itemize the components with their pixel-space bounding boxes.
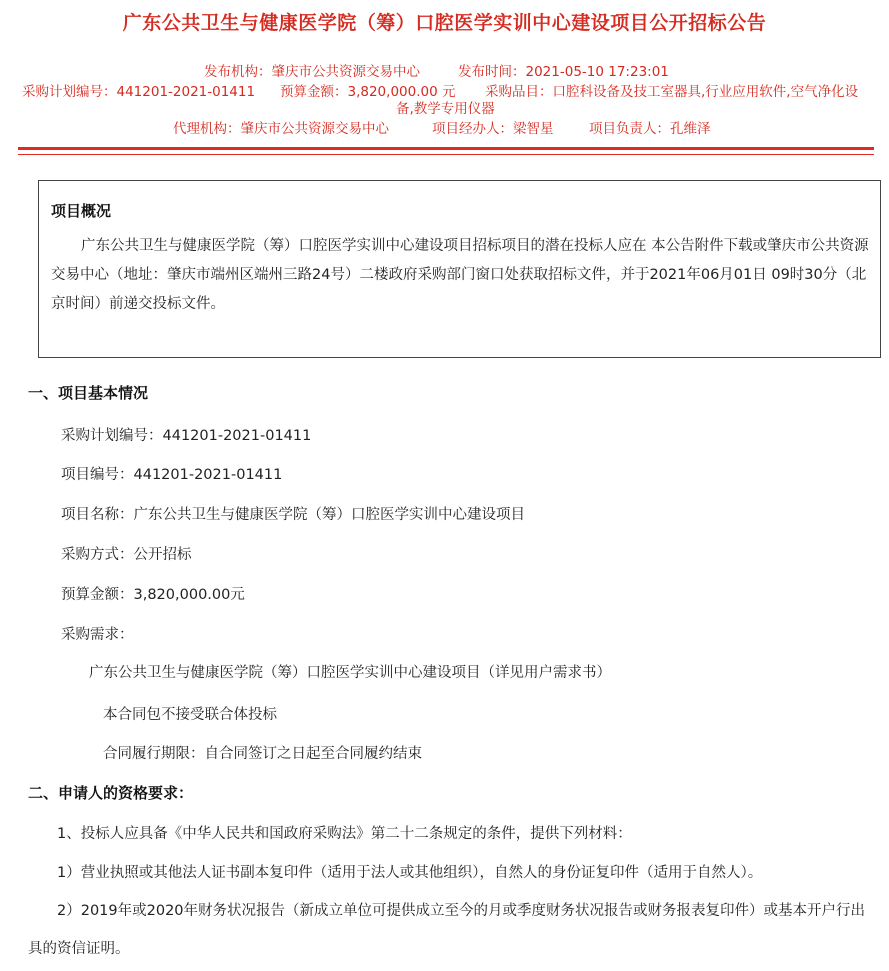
owner-value: 孔维泽	[670, 121, 711, 137]
section2-heading: 二、申请人的资格要求：	[28, 784, 194, 802]
qualification-item-1: 1、投标人应具备《中华人民共和国政府采购法》第二十二条规定的条件，提供下列材料：	[57, 826, 632, 842]
publisher-value: 肇庆市公共资源交易中心	[271, 64, 420, 80]
publisher-info	[204, 60, 420, 80]
publish-time-info	[458, 60, 669, 80]
plan-no-line: 采购计划编号：441201-2021-01411	[61, 428, 312, 444]
qualification-item-1-1: 1）营业执照或其他法人证书副本复印件（适用于法人或其他组织），自然人的身份证复印件（适用于自然人）。	[57, 865, 763, 881]
publish-time-value: 2021-05-10 17:23:01	[525, 64, 669, 80]
contract-term-line: 合同履行期限：自合同签订之日起至合同履约结束	[103, 746, 422, 762]
overview-heading: 项目概况	[51, 202, 112, 220]
items-label: 采购品目：	[485, 84, 553, 100]
publisher-label: 发布机构：	[204, 64, 272, 80]
manager-value: 梁智星	[513, 121, 554, 137]
project-no-line: 项目编号：441201-2021-01411	[61, 467, 283, 483]
agency-label: 代理机构：	[173, 121, 241, 137]
budget-value: 3,820,000.00 元	[347, 84, 456, 100]
items-value-line1: 口腔科设备及技工室器具,行业应用软件,空气净化设	[552, 84, 859, 100]
owner-label: 项目负责人：	[589, 121, 670, 137]
budget-line: 预算金额：3,820,000.00元	[61, 587, 245, 603]
publish-time-label: 发布时间：	[458, 64, 526, 80]
manager-label: 项目经办人：	[432, 121, 513, 137]
plan-no-info	[22, 80, 255, 100]
header-divider-thick	[18, 147, 874, 150]
project-name-line: 项目名称：广东公共卫生与健康医学院（筹）口腔医学实训中心建设项目	[61, 507, 525, 523]
demand-label: 采购需求：	[61, 627, 134, 643]
budget-label: 预算金额：	[280, 84, 348, 100]
demand-item: 广东公共卫生与健康医学院（筹）口腔医学实训中心建设项目（详见用户需求书）	[89, 665, 611, 681]
manager-info	[432, 117, 554, 137]
owner-info	[589, 117, 711, 137]
plan-no-label: 采购计划编号：	[22, 84, 117, 100]
items-info	[485, 80, 858, 100]
method-line: 采购方式：公开招标	[61, 547, 192, 563]
agency-info	[173, 117, 389, 137]
items-value-line2: 备,教学专用仪器	[396, 101, 495, 117]
plan-no-value: 441201-2021-01411	[116, 84, 256, 100]
agency-value: 肇庆市公共资源交易中心	[240, 121, 389, 137]
page-title: 广东公共卫生与健康医学院（筹）口腔医学实训中心建设项目公开招标公告	[122, 12, 767, 34]
no-consortium-line: 本合同包不接受联合体投标	[103, 707, 277, 723]
qualification-item-1-2: 2）2019年或2020年财务状况报告（新成立单位可提供成立至今的月或季度财务状况报告或财务报表复印件）或基本开户行出具的资信证明。	[28, 903, 866, 957]
section1-heading: 一、项目基本情况	[28, 384, 149, 402]
header-divider-thin	[18, 154, 874, 155]
overview-text: 广东公共卫生与健康医学院（筹）口腔医学实训中心建设项目招标项目的潜在投标人应在 本公告附件下载或肇庆市公共资源交易中心（地址：肇庆市端州区端州三路24号）二楼政府采购部门窗口处获取招标文件，并于2021年06月01日 09时30分（北京时间）前递交投标文件。	[51, 238, 869, 312]
